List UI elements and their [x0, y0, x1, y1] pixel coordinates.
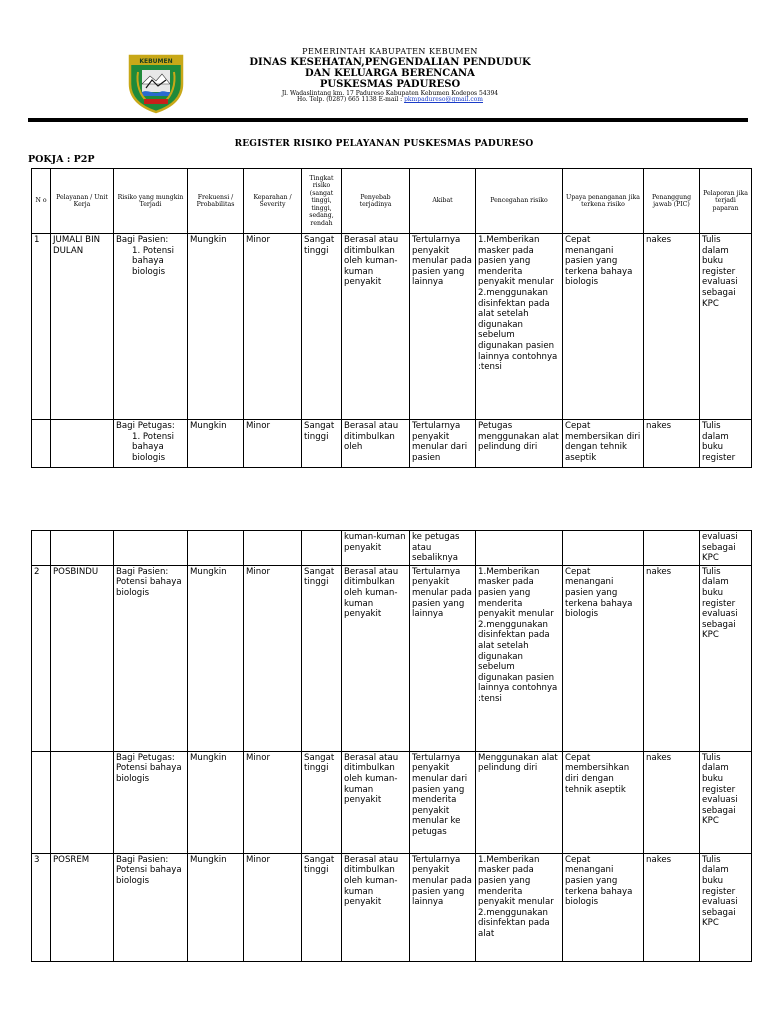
- cell-cause: kuman-kuman penyakit: [342, 531, 410, 566]
- table-row: [32, 751, 752, 853]
- cell-prevention: 1.Memberikan masker pada pasien yang menderita penyakit menular 2.menggunakan disinfektan pada alat: [476, 853, 563, 961]
- col-header-cause: Penyebab terjadinya: [342, 169, 410, 234]
- cell-pic: nakes: [644, 234, 700, 420]
- cell-no: [32, 751, 51, 853]
- document-title: REGISTER RISIKO PELAYANAN PUSKESMAS PADURESO: [234, 139, 534, 149]
- col-header-unit: Pelayanan / Unit Kerja: [51, 169, 114, 234]
- cell-risk-level: Sangat tinggi: [302, 751, 342, 853]
- government-name: PEMERINTAH KABUPATEN KEBUMEN: [302, 47, 478, 56]
- cell-severity: Minor: [244, 853, 302, 961]
- cell-cause: Berasal atau ditimbulkan oleh kuman-kuman penyakit: [342, 234, 410, 420]
- cell-reporting: Tulis dalam buku register evaluasi sebagai KPC: [700, 234, 752, 420]
- col-header-risk: Risiko yang mungkin Terjadi: [114, 169, 188, 234]
- cell-risk-level: Sangat tinggi: [302, 565, 342, 751]
- department-name-cont: DAN KELUARGA BERENCANA: [305, 68, 475, 80]
- cell-risk: Bagi Pasien: Potensi bahaya biologis: [114, 565, 188, 751]
- cell-effect: Tertularnya penyakit menular dari pasien yang menderita penyakit menular ke petugas: [410, 751, 476, 853]
- cell-risk-level: Sangat tinggi: [302, 420, 342, 468]
- cell-severity: [244, 531, 302, 566]
- col-header-reporting: Pelaporan jika terjadi paparan: [700, 169, 752, 234]
- cell-pic: [644, 531, 700, 566]
- cell-frequency: Mungkin: [188, 751, 244, 853]
- email-link[interactable]: pkmpadureso@gmail.com: [404, 96, 483, 104]
- letterhead-divider: [28, 118, 748, 122]
- cell-no: 3: [32, 853, 51, 961]
- cell-risk-level: [302, 531, 342, 566]
- cell-handling: Cepat menangani pasien yang terkena bahaya biologis: [563, 234, 644, 420]
- department-name: DINAS KESEHATAN,PENGENDALIAN PENDUDUK: [249, 56, 531, 68]
- cell-prevention: [476, 531, 563, 566]
- cell-risk: [114, 531, 188, 566]
- cell-prevention: 1.Memberikan masker pada pasien yang menderita penyakit menular 2.menggunakan disinfektan pada alat setelah digunakan sebelum digunakan pasien lainnya contohnya :tensi: [476, 565, 563, 751]
- risk-item: 1. Potensi bahaya biologis: [132, 431, 175, 463]
- cell-severity: Minor: [244, 565, 302, 751]
- cell-cause: Berasal atau ditimbulkan oleh kuman-kuman penyakit: [342, 853, 410, 961]
- risk-heading: Bagi Petugas:: [116, 421, 175, 431]
- col-header-prevention: Pencegahan risiko: [476, 169, 563, 234]
- cell-risk: Bagi Pasien: Potensi bahaya biologis: [114, 853, 188, 961]
- col-header-effect: Akibat: [410, 169, 476, 234]
- cell-reporting: Tulis dalam buku register evaluasi sebagai KPC: [700, 853, 752, 961]
- puskesmas-name: PUSKESMAS PADURESO: [319, 79, 461, 91]
- cell-handling: Cepat menangani pasien yang terkena bahaya biologis: [563, 853, 644, 961]
- table-row: [32, 565, 752, 751]
- cell-prevention: Petugas menggunakan alat pelindung diri: [476, 420, 563, 468]
- cell-effect: Tertularnya penyakit menular pada pasien yang lainnya: [410, 234, 476, 420]
- risk-register-table-page2: [31, 530, 752, 962]
- cell-pic: nakes: [644, 420, 700, 468]
- cell-no: 2: [32, 565, 51, 751]
- cell-severity: Minor: [244, 234, 302, 420]
- letterhead-text: [180, 48, 600, 104]
- col-header-frequency: Frekuensi / Probabilitas: [188, 169, 244, 234]
- cell-no: [32, 420, 51, 468]
- cell-risk: Bagi Petugas: Potensi bahaya biologis: [114, 751, 188, 853]
- cell-handling: Cepat membersikan diri dengan tehnik aseptik: [563, 420, 644, 468]
- risk-heading: Bagi Pasien:: [116, 235, 169, 245]
- table-row: [32, 420, 752, 468]
- cell-prevention: Menggunakan alat pelindung diri: [476, 751, 563, 853]
- cell-unit: JUMALI BIN DULAN: [51, 234, 114, 420]
- cell-reporting: Tulis dalam buku register evaluasi sebagai KPC: [700, 751, 752, 853]
- cell-handling: Cepat menangani pasien yang terkena bahaya biologis: [563, 565, 644, 751]
- cell-severity: Minor: [244, 751, 302, 853]
- cell-reporting: Tulis dalam buku register evaluasi sebagai KPC: [700, 565, 752, 751]
- cell-cause: Berasal atau ditimbulkan oleh kuman-kuman penyakit: [342, 565, 410, 751]
- cell-handling: [563, 531, 644, 566]
- col-header-handling: Upaya penanganan jika terkena risiko: [563, 169, 644, 234]
- cell-frequency: Mungkin: [188, 853, 244, 961]
- col-header-no: N o: [32, 169, 51, 234]
- cell-pic: nakes: [644, 853, 700, 961]
- address: Jl. Wadaslintang km. 17 Padureso Kabupaten Kebumen Kodepos 54394: [281, 89, 499, 97]
- cell-frequency: Mungkin: [188, 565, 244, 751]
- table-header-row: [32, 169, 752, 234]
- cell-severity: Minor: [244, 420, 302, 468]
- cell-effect: Tertularnya penyakit menular pada pasien yang lainnya: [410, 565, 476, 751]
- col-header-risk-level: Tingkat risiko (sangat tinggi, tinggi, sedang, rendah: [302, 169, 342, 234]
- cell-reporting: Tulis dalam buku register: [700, 420, 752, 468]
- cell-reporting: evaluasi sebagai KPC: [700, 531, 752, 566]
- col-header-pic: Penanggung jawab (PIC): [644, 169, 700, 234]
- cell-risk-level: Sangat tinggi: [302, 234, 342, 420]
- cell-risk-level: Sangat tinggi: [302, 853, 342, 961]
- cell-unit: [51, 420, 114, 468]
- risk-register-table-page1: [31, 168, 752, 468]
- pokja-label: POKJA : P2P: [28, 154, 95, 165]
- cell-prevention: 1.Memberikan masker pada pasien yang menderita penyakit menular 2.menggunakan disinfektan pada alat setelah digunakan sebelum digunakan pasien lainnya contohnya :tensi: [476, 234, 563, 420]
- cell-pic: nakes: [644, 565, 700, 751]
- risk-item: 1. Potensi bahaya biologis: [132, 245, 175, 277]
- cell-frequency: Mungkin: [188, 234, 244, 420]
- contact-line: Ho. Telp. (0287) 665 1138 E-mail : pkmpadureso@gmail.com: [297, 96, 483, 104]
- cell-effect: ke petugas atau sebaliknya: [410, 531, 476, 566]
- table-row: [32, 234, 752, 420]
- regency-emblem-icon: [124, 50, 188, 114]
- col-header-severity: Keparahan / Severity: [244, 169, 302, 234]
- cell-unit: POSBINDU: [51, 565, 114, 751]
- cell-frequency: Mungkin: [188, 420, 244, 468]
- cell-cause: Berasal atau ditimbulkan oleh: [342, 420, 410, 468]
- cell-cause: Berasal atau ditimbulkan oleh kuman-kuman penyakit: [342, 751, 410, 853]
- letterhead: [0, 0, 768, 124]
- cell-no: [32, 531, 51, 566]
- cell-handling: Cepat membersihkan diri dengan tehnik aseptik: [563, 751, 644, 853]
- cell-risk: [114, 234, 188, 420]
- cell-unit: [51, 751, 114, 853]
- cell-risk: [114, 420, 188, 468]
- cell-pic: nakes: [644, 751, 700, 853]
- cell-no: 1: [32, 234, 51, 420]
- svg-text:KEBUMEN: KEBUMEN: [139, 58, 173, 66]
- cell-unit: [51, 531, 114, 566]
- table-row: [32, 531, 752, 566]
- cell-unit: POSREM: [51, 853, 114, 961]
- cell-frequency: [188, 531, 244, 566]
- cell-effect: Tertularnya penyakit menular pada pasien yang lainnya: [410, 853, 476, 961]
- cell-effect: Tertularnya penyakit menular dari pasien: [410, 420, 476, 468]
- table-row: [32, 853, 752, 961]
